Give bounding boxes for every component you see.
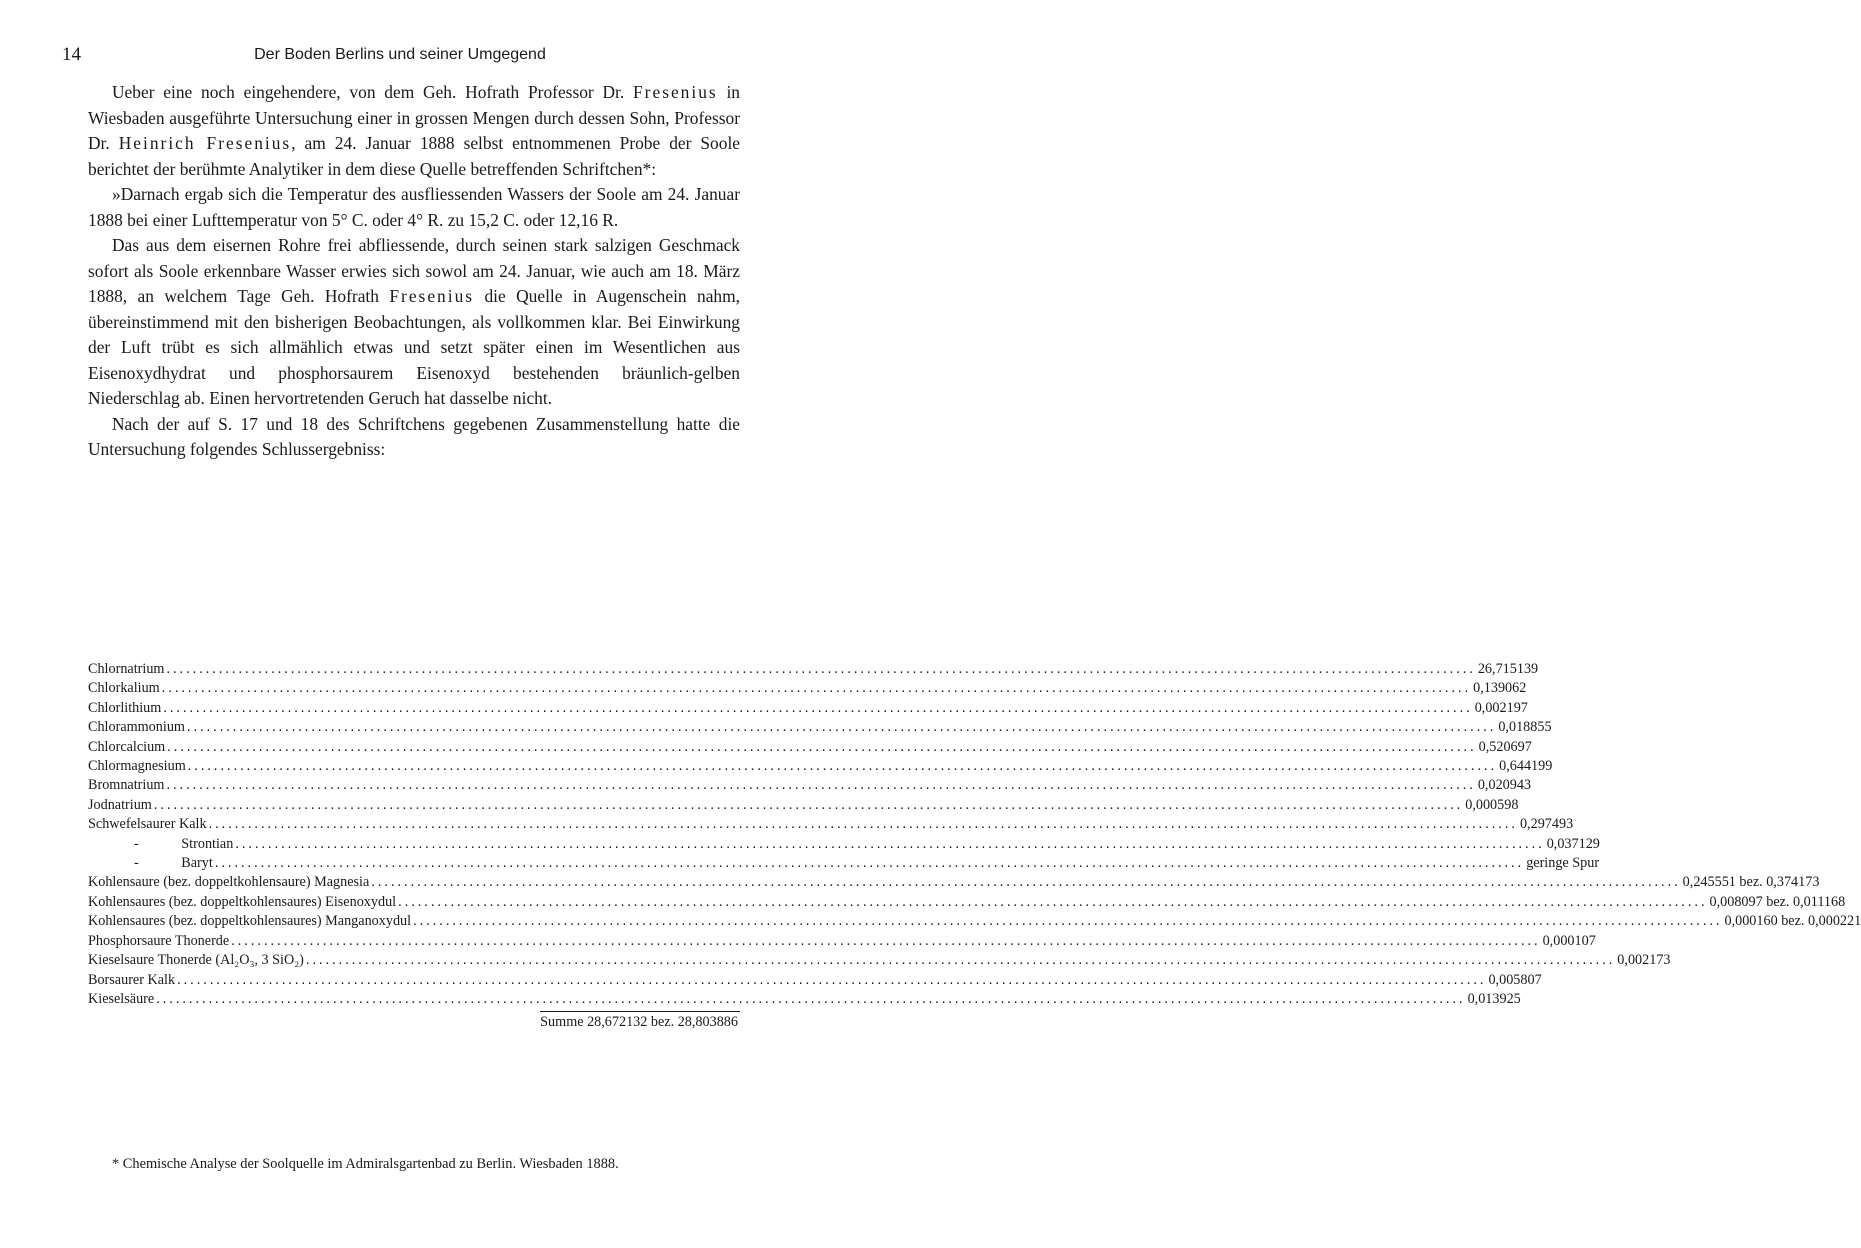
paragraph-3 (88, 233, 740, 412)
row-value: 0,000160 bez. 0,000221 (1724, 913, 1861, 930)
table-row (88, 660, 1539, 679)
row-label: Chlorammonium (88, 719, 185, 736)
spaced-name: Fresenius (389, 286, 475, 306)
row-label: Kieselsaure Thonerde (Al₂O₃, 3 SiO₂) (88, 952, 304, 969)
row-value: 0,020943 (1477, 777, 1532, 794)
text-run: in Wiesbaden ausgeführte Untersuchung einer in grossen Mengen durch dessen Sohn, Professor Dr. (88, 82, 740, 153)
leader-dots: ........................................................................................................................................................................................................ (371, 874, 1681, 891)
leader-dots: ........................................................................................................................................................................................................ (167, 738, 1477, 755)
row-label: Kohlensaure (bez. doppeltkohlensaure) Magnesia (88, 874, 370, 891)
row-label: Chlormagnesium (88, 758, 186, 775)
row-label: Chlornatrium (88, 661, 165, 677)
paragraph-2: »Darnach ergab sich die Temperatur des ausfliessenden Wassers der Soole am 24. Januar 1888 bei einer Lufttemperatur von 5° C. oder 4° R. zu 15,2 C. oder 12,16 R. (88, 184, 740, 230)
row-label: - Baryt (134, 855, 213, 872)
text-run: Ueber eine noch eingehendere, von dem Geh. Hofrath Professor Dr. (112, 82, 634, 102)
row-label: Chlorcalcium (88, 738, 166, 755)
row-value: 0,002173 (1617, 952, 1671, 969)
row-label: Chlorkalium (88, 680, 160, 697)
text-run: Das aus dem eisernen Rohre frei abfliessende, durch seinen stark salzigen Geschmack sofort als Soole erkennbare Wasser erwies sich sowol am 24. Januar, wie auch am 18. März 1888, an welchem Tage Geh. Hofrath (88, 235, 740, 306)
paragraph-1 (88, 80, 740, 182)
leader-dots: ........................................................................................................................................................................................................ (153, 796, 1464, 813)
row-value: 0,002197 (1474, 699, 1528, 716)
table-row (88, 835, 1600, 854)
row-value: 26,715139 (1477, 661, 1539, 677)
paragraph-4: Nach der auf S. 17 und 18 des Schriftchens gegebenen Zusammenstellung hatte die Untersuchung folgendes Schlussergebniss: (88, 413, 740, 459)
row-label: Kieselsäure (88, 990, 155, 1007)
leader-dots: ........................................................................................................................................................................................................ (214, 855, 1525, 872)
leader-dots: ........................................................................................................................................................................................................ (177, 971, 1487, 988)
row-label: Borsaurer Kalk (88, 971, 176, 988)
page-header (60, 44, 740, 70)
leader-dots: ........................................................................................................................................................................................................ (187, 758, 1498, 775)
leader-dots: ........................................................................................................................................................................................................ (208, 816, 1518, 833)
table-row (88, 912, 1861, 931)
row-value: 0,245551 bez. 0,374173 (1682, 874, 1820, 891)
text-run: , am 24. Januar 1888 selbst entnommenen Probe der Soole berichtet der berühmte Analytiker in dem diese Quelle betreffenden Schriftchen*: (88, 133, 740, 179)
row-value: 0,139062 (1473, 680, 1527, 697)
footnote-text: * Chemische Analyse der Soolquelle im Admiralsgartenbad zu Berlin. Wiesbaden 1888. (112, 1156, 619, 1172)
row-value: 0,644199 (1499, 758, 1553, 775)
table-row (88, 776, 1532, 795)
row-value: 0,008097 bez. 0,011168 (1709, 893, 1846, 910)
leader-dots: ........................................................................................................................................................................................................ (166, 777, 1476, 794)
body-text (88, 80, 740, 463)
row-value: 0,000107 (1542, 932, 1596, 949)
row-value: 0,013925 (1467, 990, 1521, 1007)
table-row (88, 990, 1521, 1009)
leader-dots: ........................................................................................................................................................................................................ (398, 893, 1708, 910)
row-label: Kohlensaures (bez. doppeltkohlensaures) Manganoxydul (88, 913, 412, 930)
table-row (88, 679, 1527, 698)
table-row (88, 718, 1552, 737)
leader-dots: ........................................................................................................................................................................................................ (156, 990, 1466, 1007)
table-row (88, 796, 1519, 815)
table-row (88, 873, 1820, 892)
table-row (88, 757, 1553, 776)
leader-dots: ........................................................................................................................................................................................................ (231, 932, 1541, 949)
row-label: Schwefelsaurer Kalk (88, 816, 207, 833)
row-value: 0,005807 (1488, 971, 1542, 988)
page-number: 14 (62, 44, 81, 65)
table-row (88, 932, 1596, 951)
leader-dots: ........................................................................................................................................................................................................ (413, 913, 1723, 930)
row-label: Chlorlithium (88, 699, 162, 716)
table-row (88, 815, 1574, 834)
table-row (88, 971, 1542, 990)
leader-dots: ........................................................................................................................................................................................................ (186, 719, 1497, 736)
footnote (88, 1155, 740, 1175)
row-label: Bromnatrium (88, 777, 165, 794)
table-row (88, 951, 1671, 970)
table-row (88, 854, 1600, 873)
row-value: 0,037129 (1546, 835, 1600, 852)
leader-dots: ........................................................................................................................................................................................................ (163, 699, 1473, 716)
row-label: - Strontian (134, 835, 234, 852)
row-value: 0,018855 (1498, 719, 1552, 736)
table-rows (88, 660, 1861, 1009)
text-run: die Quelle in Augenschein nahm, übereinstimmend mit den bisherigen Beobachtungen, als vollkommen klar. Bei Einwirkung der Luft trübt es sich allmählich etwas und setzt später einen im Wesentlichen aus Eisenoxydhydrat und phosphorsaurem Eisenoxyd bestehenden bräunlich-gelben Niederschlag ab. Einen hervortretenden Geruch hat dasselbe nicht. (88, 286, 741, 408)
leader-dots: ........................................................................................................................................................................................................ (305, 952, 1616, 969)
spaced-name: Heinrich Fresenius (118, 133, 292, 153)
table-row (88, 699, 1528, 718)
spaced-name: Fresenius (633, 82, 718, 102)
row-value: geringe Spur (1526, 855, 1600, 872)
row-value: 0,297493 (1519, 816, 1574, 833)
running-title: Der Boden Berlins und seiner Umgegend (254, 46, 546, 63)
row-label: Jodnatrium (88, 796, 152, 813)
row-label: Phosphorsaure Thonerde (88, 932, 230, 949)
row-value: 0,520697 (1478, 738, 1532, 755)
analysis-table (88, 660, 1861, 1033)
leader-dots: ........................................................................................................................................................................................................ (166, 661, 1476, 677)
leader-dots: ........................................................................................................................................................................................................ (235, 835, 1545, 852)
leader-dots: ........................................................................................................................................................................................................ (161, 680, 1472, 697)
row-value: 0,000598 (1465, 796, 1519, 813)
table-row (88, 893, 1846, 912)
table-row (88, 738, 1532, 757)
sum-value: Summe 28,672132 bez. 28,803886 (540, 1011, 740, 1032)
table-sum (88, 1011, 740, 1032)
row-label: Kohlensaures (bez. doppeltkohlensaures) Eisenoxydul (88, 893, 397, 910)
